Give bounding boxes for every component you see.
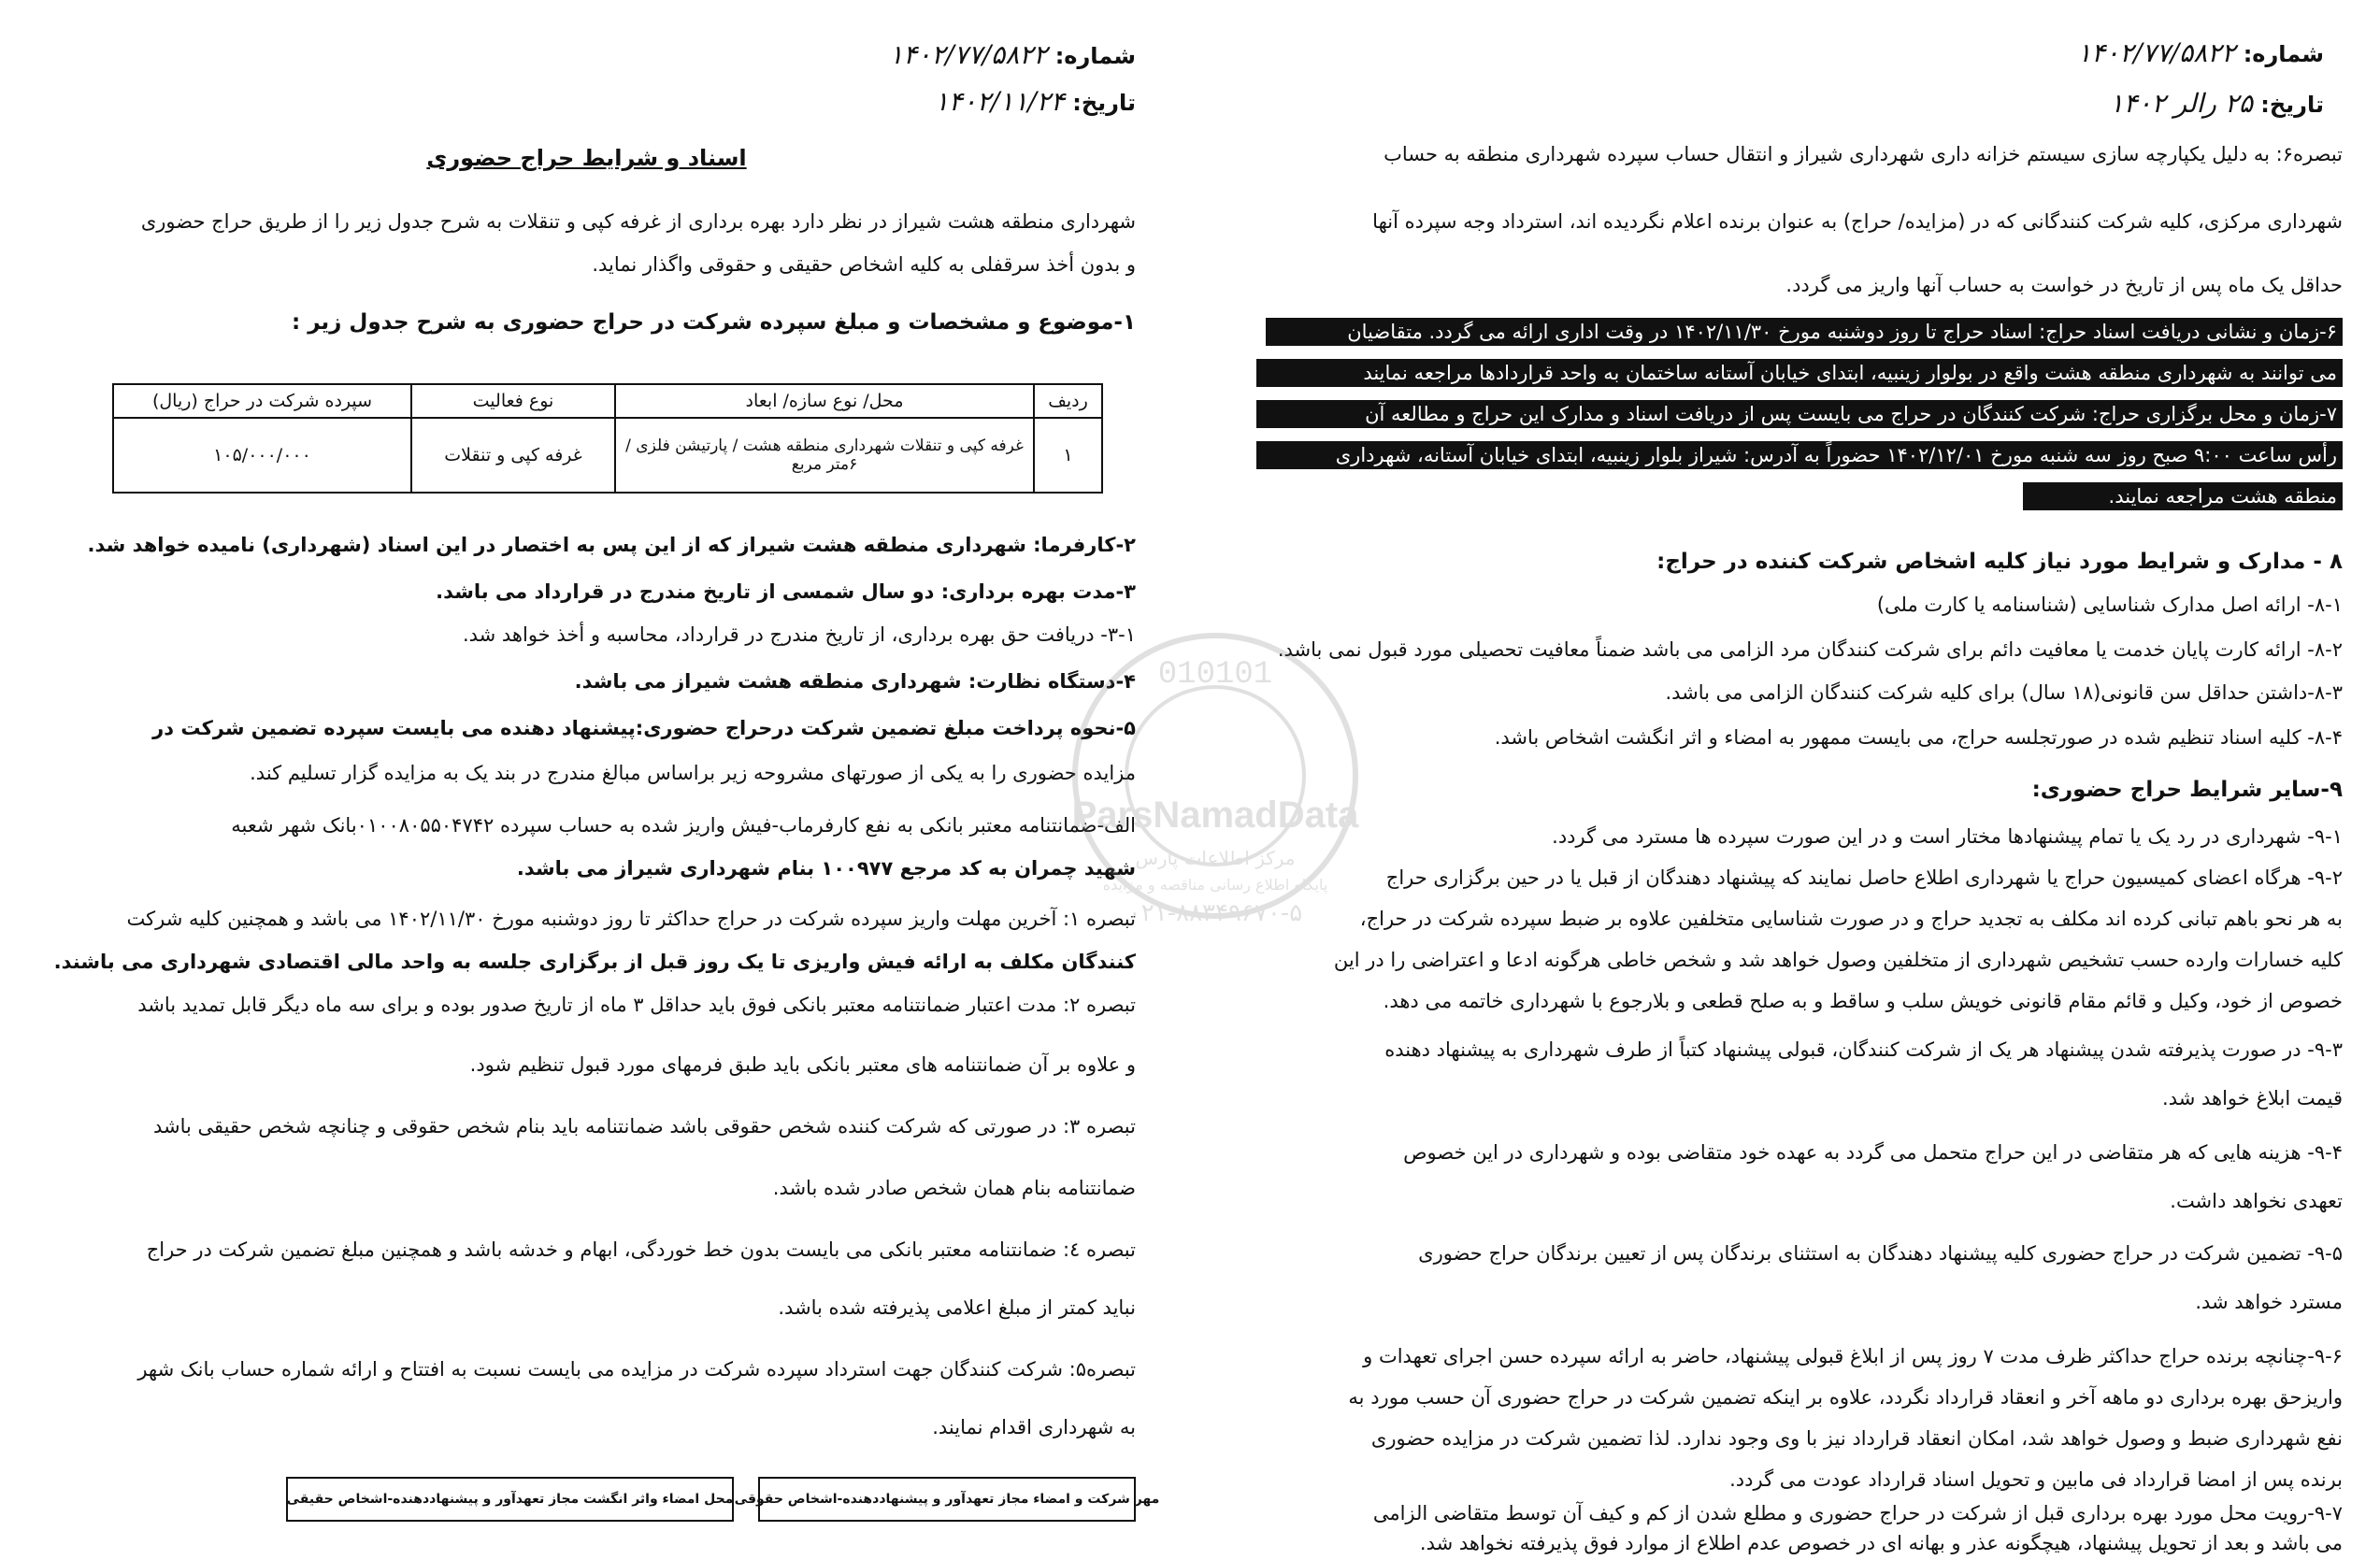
intro-line-1: شهرداری منطقه هشت شیراز در نظر دارد بهره برداری از غرفه کپی و تنقلات به شرح جدول زیر را از طریق حراج حضوری bbox=[140, 210, 1136, 233]
date-field bbox=[935, 86, 1136, 117]
note-4-continued: نباید کمتر از مبلغ اعلامی پذیرفته شده باشد. bbox=[778, 1296, 1136, 1319]
number-field bbox=[2077, 37, 2324, 68]
intro-line-2: و بدون أخذ سرقفلی به کلیه اشخاص حقیقی و حقوقی واگذار نماید. bbox=[592, 253, 1136, 276]
note-2-continued: و علاوه بر آن ضمانتنامه های معتبر بانکی باید طبق فرمهای مورد قبول تنظیم شود. bbox=[469, 1053, 1136, 1076]
clause-9-2: ۹-۲- هرگاه اعضای کمیسیون حراج یا شهرداری اطلاع حاصل نمایند که پیشنهاد دهندگان از قبل یا در حین برگزاری حراج bbox=[1385, 866, 2343, 889]
clause-9-5-continued: مسترد خواهد شد. bbox=[2195, 1291, 2343, 1313]
document-page-left bbox=[0, 0, 1173, 1560]
clause-9-6-continued-2: نفع شهرداری ضبط و وصول خواهد شد، امکان انعقاد قرارداد نیز با وی وجود ندارد. لذا تضمین شرکت در مزایده حضوری bbox=[1370, 1427, 2343, 1450]
clause-9-2-continued: به هر نحو باهم تبانی کرده اند مکلف به تجدید حراج و در صورت شناسایی متخلفین علاوه بر ضبط سپرده شرکت در حراج، bbox=[1359, 908, 2343, 930]
note-4: تبصره ٤: ضمانتنامه معتبر بانکی می بایست بدون خط خوردگی، ابهام و خدشه باشد و همچنین مبلغ تضمین شرکت در حراج bbox=[146, 1238, 1136, 1261]
section-1-heading: ۱-موضوع و مشخصات و مبلغ سپرده شرکت در حراج حضوری به شرح جدول زیر : bbox=[292, 310, 1136, 335]
clause-2: ۲-کارفرما: شهرداری منطقه هشت شیراز که از این پس به اختصار در این اسناد (شهرداری) نامیده خواهد شد. bbox=[87, 534, 1136, 556]
date-value: ۲۵ رالر ۱۴۰۲ bbox=[2109, 88, 2253, 119]
clause-8-heading: ۸ - مدارک و شرایط مورد نیاز کلیه اشخاص شرکت کننده در حراج: bbox=[1656, 550, 2343, 574]
clause-9-7-continued: می باشد و بعد از تحویل پیشنهاد، هیچگونه عذر و بهانه ای در خصوص عدم اطلاع از موارد فوق پذیرفته نخواهد شد. bbox=[1419, 1532, 2343, 1554]
date-field bbox=[2110, 88, 2324, 119]
clause-3: ۳-مدت بهره برداری: دو سال شمسی از تاریخ مندرج در قرارداد می باشد. bbox=[436, 580, 1136, 603]
watermark-phone: ۰۲۱-۸۸۳۴۹۶۷۰-۵ bbox=[1127, 899, 1303, 927]
clause-9-5: ۹-۵- تضمین شرکت در حراج حضوری کلیه پیشنهاد دهندگان به استثنای برندگان پس از تعیین برندگان حراج حضوری bbox=[1418, 1242, 2343, 1265]
note-6: تبصره۶: به دلیل یکپارچه سازی سیستم خزانه داری شهرداری شیراز و انتقال حساب سپرده شهرداری منطقه به حساب bbox=[1384, 143, 2343, 165]
note-1: تبصره ۱: آخرین مهلت واریز سپرده شرکت در حراج حداکثر تا روز دوشنبه مورخ ۱۴۰۲/۱۱/۳۰ می باشد و همچنین کلیه شرکت bbox=[126, 908, 1136, 930]
table-header-cell: محل/ نوع سازه/ ابعاد bbox=[615, 384, 1034, 418]
clause-9-2-continued-3: خصوص از خود، وکیل و قائم مقام قانونی خویش سلب و ساقط و به صلح قطعی و بلارجوع با شهرداری خاتمه می دهد. bbox=[1383, 990, 2343, 1012]
number-field bbox=[889, 39, 1136, 70]
document-title: اسناد و شرایط حراج حضوری bbox=[426, 145, 747, 171]
clause-9-6: ۹-۶-چنانچه برنده حراج حداکثر ظرف مدت ۷ روز پس از ابلاغ قبولی پیشنهاد، حاضر به ارائه سپرده حسن اجرای تعهدات و bbox=[1363, 1345, 2343, 1367]
clause-9-4: ۹-۴- هزینه هایی که هر متقاضی در این حراج متحمل می گردد به عهده خود متقاضی بوده و شهرداری در این خصوص bbox=[1403, 1141, 2343, 1164]
clause-9-2-continued-2: کلیه خسارات وارده حسب تشخیص شهرداری از متخلفین وصول خواهد شد و شخص خاطی هرگونه ادعا و اعتراضی را در این bbox=[1333, 949, 2343, 971]
clause-9-6-continued: واریزحق بهره برداری دو ماهه آخر و انعقاد قرارداد نگردد، علاوه بر اینکه تضمین شرکت در حراج حضوری آن حسب مورد به bbox=[1348, 1386, 2343, 1409]
clause-6-highlighted-continued: می توانند به شهرداری منطقه هشت واقع در بولوار زینبیه، ابتدای خیابان آستانه ساختمان به واحد قراردادها مراجعه نمایند bbox=[1256, 359, 2343, 387]
note-3-continued: ضمانتنامه بنام همان شخص صادر شده باشد. bbox=[772, 1177, 1136, 1199]
note-5-continued: به شهرداری اقدام نمایند. bbox=[932, 1416, 1136, 1438]
watermark-logo-icon bbox=[1038, 598, 1393, 953]
watermark-line-1: مرکز اطلاعات پارس bbox=[1135, 847, 1296, 869]
clause-8-2: ۸-۲- ارائه کارت پایان خدمت یا معافیت دائم برای شرکت کنندگان مرد الزامی می باشد ضمناً معافیت تحصیلی مورد قبول نمی باشد. bbox=[1277, 638, 2343, 661]
table-row bbox=[113, 418, 1102, 493]
note-5: تبصره۵: شرکت کنندگان جهت استرداد سپرده شرکت در مزایده می بایست نسبت به افتتاح و ارائه شماره حساب بانک شهر bbox=[137, 1358, 1136, 1381]
clause-3-1: ۳-۱- دریافت حق بهره برداری، از تاریخ مندرج در قرارداد، محاسبه و أخذ خواهد شد. bbox=[462, 623, 1136, 646]
date-label: تاریخ: bbox=[2260, 92, 2324, 118]
signature-box-natural-persons: محل امضاء واثر انگشت مجاز تعهدآور و پیشنهاددهنده-اشخاص حقیقی bbox=[286, 1477, 734, 1522]
table-header-cell: ردیف bbox=[1034, 384, 1102, 418]
note-2: تبصره ۲: مدت اعتبار ضمانتنامه معتبر بانکی فوق باید حداقل ۳ ماه از تاریخ صدور بوده و برای سه ماه دیگر قابل تمدید باشد bbox=[137, 994, 1136, 1016]
number-value: ۱۴۰۲/۷۷/۵۸۲۲ bbox=[889, 39, 1048, 70]
clause-7-highlighted: ۷-زمان و محل برگزاری حراج: شرکت کنندگان در حراج می بایست پس از دریافت اسناد و مدارک این حراج و مطالعه آن bbox=[1256, 400, 2343, 428]
signature-box-legal-entities: مهر شرکت و امضاء مجاز تعهدآور و پیشنهاددهنده-اشخاص حقوقی bbox=[758, 1477, 1136, 1522]
clause-9-heading: ۹-سایر شرایط حراج حضوری: bbox=[2031, 778, 2343, 802]
parsnamad-watermark bbox=[1038, 598, 1393, 953]
clause-8-3: ۸-۳-داشتن حداقل سن قانونی(۱۸ سال) برای کلیه شرکت کنندگان الزامی می باشد. bbox=[1665, 681, 2343, 704]
note-6-continued: شهرداری مرکزی، کلیه شرکت کنندگانی که در (مزایده/ حراج) به عنوان برنده اعلام نگردیده اند، استرداد وجه سپرده آنها bbox=[1372, 210, 2343, 233]
note-3: تبصره ۳: در صورتی که شرکت کننده شخص حقوقی باشد ضمانتنامه باید بنام شخص حقوقی و چنانچه شخص حقیقی باشد bbox=[152, 1115, 1136, 1138]
date-value: ۱۴۰۲/۱۱/۲۴ bbox=[934, 86, 1065, 117]
clause-6-highlighted: ۶-زمان و نشانی دریافت اسناد حراج: اسناد حراج تا روز دوشنبه مورخ ۱۴۰۲/۱۱/۳۰ در وقت اداری ارائه می گردد. متقاضیان bbox=[1266, 318, 2343, 346]
clause-9-3-continued: قیمت ابلاغ خواهد شد. bbox=[2162, 1087, 2343, 1109]
table-cell: غرفه کپی و تنقلات شهرداری منطقه هشت / پارتیشن فلزی / ۶متر مربع bbox=[615, 418, 1034, 493]
clause-9-1: ۹-۱- شهرداری در رد یک یا تمام پیشنهادها مختار است و در این صورت سپرده ها مسترد می گردد. bbox=[1552, 825, 2343, 848]
number-label: شماره: bbox=[2243, 41, 2324, 67]
note-6-continued-2: حداقل یک ماه پس از تاریخ در خواست به حساب آنها واریز می گردد. bbox=[1785, 274, 2343, 296]
table-cell: ۱۰۵/۰۰۰/۰۰۰ bbox=[113, 418, 411, 493]
table-cell: ۱ bbox=[1034, 418, 1102, 493]
note-1-continued: کنندگان مکلف به ارائه فیش واریزی تا یک روز قبل از برگزاری جلسه به واحد مالی اقتصادی شهرداری می باشند. bbox=[53, 951, 1136, 973]
clause-5-option-a-continued: شهید چمران به کد مرجع ۱۰۰۹۷۷ بنام شهرداری شیراز می باشد. bbox=[516, 857, 1136, 880]
table-header-cell: نوع فعالیت bbox=[411, 384, 615, 418]
clause-9-7: ۹-۷-رویت محل مورد بهره برداری قبل از شرکت در حراج حضوری و مطلع شدن از کم و کیف آن توسط متقاضی الزامی bbox=[1372, 1502, 2343, 1524]
watermark-line-2: پایگاه اطلاع رسانی مناقصه و مزایده bbox=[1102, 876, 1328, 894]
watermark-digits: 010101 bbox=[1157, 657, 1273, 693]
table-header-row bbox=[113, 384, 1102, 418]
date-label: تاریخ: bbox=[1072, 90, 1136, 116]
clause-5: ۵-نحوه پرداخت مبلغ تضمین شرکت درحراج حضوری:پیشنهاد دهنده می بایست سپرده تضمین شرکت در bbox=[152, 717, 1136, 739]
clause-7-highlighted-continued: رأس ساعت ۹:۰۰ صبح روز سه شنبه مورخ ۱۴۰۲/۱۲/۰۱ حضوراً به آدرس: شیراز بلوار زینبیه، ابتدای خیابان آستانه، شهرداری bbox=[1256, 441, 2343, 469]
table-header-cell: سپرده شرکت در حراج (ریال) bbox=[113, 384, 411, 418]
clause-9-3: ۹-۳- در صورت پذیرفته شدن پیشنهاد هر یک از شرکت کنندگان، قبولی پیشنهاد کتباً از طرف شهرداری به پیشنهاد دهنده bbox=[1384, 1038, 2343, 1061]
clause-5-option-a: الف-ضمانتنامه معتبر بانکی به نفع کارفرماب-فیش واریز شده به حساب سپرده ۰۱۰۰۸۰۵۵۰۴۷۴۲بانک شهر شعبه bbox=[231, 814, 1136, 837]
clause-7-highlighted-continued-2: منطقه هشت مراجعه نمایند. bbox=[2023, 482, 2343, 510]
clause-4: ۴-دستگاه نظارت: شهرداری منطقه هشت شیراز می باشد. bbox=[574, 670, 1136, 693]
clause-8-4: ۸-۴- کلیه اسناد تنظیم شده در صورتجلسه حراج، می بایست ممهور به امضاء و اثر انگشت اشخاص باشد. bbox=[1494, 726, 2343, 749]
clause-5-continued: مزایده حضوری را به یکی از صورتهای مشروحه زیر براساس مبالغ مندرج در بند یک به مزایده گزار تسلیم کند. bbox=[250, 762, 1136, 784]
clause-9-6-continued-3: برنده پس از امضا قرارداد فی مابین و تحویل اسناد قرارداد عودت می گردد. bbox=[1729, 1468, 2343, 1491]
auction-items-table bbox=[112, 383, 1103, 494]
clause-8-1: ۸-۱- ارائه اصل مدارک شناسایی (شناسنامه یا کارت ملی) bbox=[1876, 594, 2343, 616]
watermark-brand: ParsNamadData bbox=[1071, 794, 1359, 836]
number-label: شماره: bbox=[1054, 43, 1136, 69]
clause-9-4-continued: تعهدی نخواهد داشت. bbox=[2170, 1190, 2343, 1212]
table-cell: غرفه کپی و تنقلات bbox=[411, 418, 615, 493]
number-value: ۱۴۰۲/۷۷/۵۸۲۲ bbox=[2077, 37, 2236, 68]
